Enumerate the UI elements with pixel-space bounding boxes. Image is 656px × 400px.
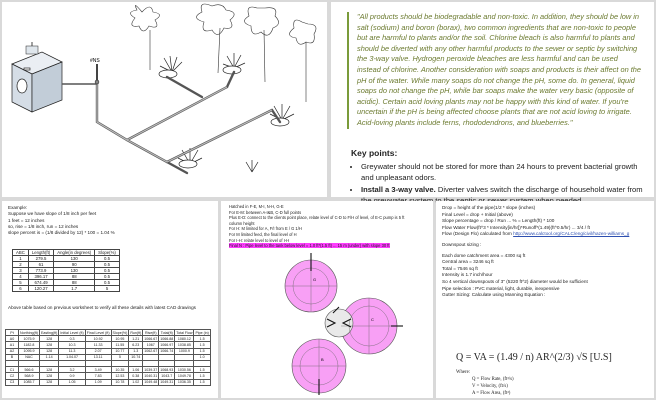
valve-label: #NS — [90, 58, 100, 64]
example-line: Example: — [8, 205, 28, 210]
table-cell: C3 — [6, 379, 19, 385]
table-cell: 88 — [54, 274, 95, 280]
table-cell: 1.04.07 — [59, 354, 85, 360]
table-cell: 10.92 — [85, 336, 111, 342]
table-cell: 1.06 — [129, 367, 143, 373]
table-cell: 6.23 — [129, 342, 143, 348]
table-cell: 396.17 — [28, 274, 53, 280]
table-cell: 773.9 — [28, 268, 53, 274]
table-cell: 1.5 — [194, 373, 210, 379]
table-cell: 10.35 — [111, 367, 129, 373]
table-cell: 1095.9 — [19, 348, 40, 354]
table-cell: Slope(%) — [112, 330, 128, 335]
table-cell: 2.07 — [85, 348, 111, 354]
table-cell: Pt — [6, 330, 19, 336]
table-cell: 11.55 — [111, 342, 129, 348]
greywater-isometric-diagram — [2, 2, 327, 197]
table-cell: 1.0 — [194, 354, 210, 360]
calc-line: Drop = height of the pipe(1/2 * slope (inches) — [442, 205, 536, 210]
table-cell: 1049.31 — [160, 380, 174, 385]
calc-text — [442, 205, 650, 299]
calc-line: Each dome catchment area = 4300 sq ft — [442, 252, 526, 258]
calculation-panel — [436, 201, 654, 398]
table-cell: 1080.12 — [175, 336, 194, 342]
table-cell: 1.5 — [194, 348, 210, 354]
table-cell: 566.6 — [19, 367, 40, 373]
table-cell: 5 — [95, 286, 120, 292]
table-cell: A1 — [6, 342, 19, 348]
table-cell: 3.49 — [85, 367, 111, 373]
table-cell: Run(ft) — [130, 330, 142, 335]
greywater-diagram-panel — [2, 2, 327, 197]
section-title: Downspout sizing : — [442, 241, 482, 247]
table-cell: Rise(ft) — [143, 330, 159, 336]
table-cell: 128 — [39, 373, 58, 379]
calc-line: Slope percentage = drop / Run ... % = Length(ft) * 100 — [442, 218, 555, 224]
table-cell: 61 — [28, 262, 53, 268]
table-cell: 1085.7 — [19, 379, 40, 385]
table-cell: A2 — [6, 348, 19, 354]
table-cell: 11.33 — [85, 342, 111, 348]
dome-plan-panel — [221, 201, 433, 398]
dome-plan-drawing — [221, 201, 433, 398]
where-item: Q = Flow Rate, (ft³/s) — [472, 377, 514, 382]
where-item: A = Flow Area, (ft²) — [472, 391, 511, 396]
example-line: so, rise = 1/8 inch, run = 12 inches — [8, 223, 79, 229]
table-cell: 1.14 — [39, 354, 58, 360]
table-cell: 1049.78 — [175, 373, 194, 379]
table-row — [13, 286, 120, 292]
table-cell: 1049.48 — [144, 380, 158, 385]
table-cell: 10.78 — [111, 379, 129, 385]
table-cell: 1066.74 — [160, 349, 174, 354]
table-cell: 128 — [39, 348, 58, 354]
table-cell: B — [6, 354, 19, 360]
table-cell: 3 — [13, 268, 29, 274]
manning-equation: Q = VA = (1.49 / n) AR^(2/3) √S [U.S] — [456, 352, 612, 363]
table-cell: 90 — [54, 262, 95, 268]
slope-example-panel — [2, 201, 218, 398]
table-cell: 4 — [13, 274, 29, 280]
plan-note: For E-M: between A-I&B, C-D full points — [229, 209, 302, 215]
table-cell: 13.11 — [85, 354, 111, 360]
table-cell: C1 — [6, 367, 19, 373]
table-cell: 0.5 — [95, 268, 120, 274]
table-cell: 10.74 — [129, 354, 143, 360]
table-cell: 5 — [111, 354, 129, 360]
table-cell: 1.7 — [54, 286, 95, 292]
table-cell: 1068.93 — [160, 367, 174, 372]
calc-line: Intensity is 1.7 inch/hour — [442, 272, 493, 278]
table-cell: 3.2 — [59, 367, 85, 373]
table-cell: 128 — [39, 379, 58, 385]
table-cell: 130 — [54, 268, 95, 274]
table-cell: 1066.88 — [160, 336, 174, 341]
where-list — [456, 369, 636, 397]
key-points-title: Key points: — [351, 148, 398, 158]
table-cell: 1062.67 — [144, 349, 158, 354]
example-line: Suppose we have slope of 1/8 inch per feet — [8, 211, 97, 217]
plan-note: For M limited feed, the final level of H — [229, 231, 297, 237]
calc-line: Gutter Sizing: Calculate using Manning Equation : — [442, 292, 546, 298]
table-cell: 128 — [39, 336, 58, 342]
table-cell: 0.5 — [95, 280, 120, 286]
table-cell: C2 — [6, 373, 19, 379]
table-cell: Total Flow — [176, 330, 193, 335]
table-cell: 10.77 — [111, 348, 129, 354]
key-point-item: • Greywater should not be stored for more than 24 hours to prevent bacterial growth and unpleasant odors. — [361, 162, 646, 183]
plan-note: column height — [229, 220, 255, 226]
calc-line: Total = 7546 sq ft — [442, 265, 478, 271]
table-cell: 568.9 — [19, 373, 40, 379]
table-cell: A0 — [6, 336, 19, 342]
table-cell: ABC — [13, 250, 29, 256]
table-cell: Slope(%) — [95, 250, 120, 256]
table-cell: 1000.9 — [175, 348, 194, 354]
svg-text:C: C — [371, 317, 374, 322]
example-line: slope percent is = (1/8 divided by 12) * 100 = 1.04 % — [8, 230, 115, 236]
table-cell: 2 — [13, 262, 29, 268]
table-cell: 674.49 — [28, 280, 53, 286]
table-cell: 1.5 — [194, 342, 210, 348]
table-cell: NAC — [19, 354, 40, 360]
table-cell: 10.3 — [59, 342, 85, 348]
table-cell: 0.5 — [95, 262, 120, 268]
link-prefix: Flow (Design Flo) calculated from — [442, 231, 514, 237]
table-cell: 6 — [13, 286, 29, 292]
table-cell: 1030.56 — [175, 367, 194, 373]
slope-table — [12, 249, 120, 292]
table-cell: 1.21 — [129, 336, 143, 342]
table-cell: 1.05 — [59, 379, 85, 385]
table-cell: 1036.35 — [175, 379, 194, 385]
greywater-quote-panel — [331, 2, 654, 197]
hazen-williams-link[interactable]: http://www.calctool.org/CALC/eng/civil/hazen-williams_g — [513, 231, 630, 237]
table-cell: 0.9 — [59, 373, 85, 379]
table-cell: 1066.97 — [160, 342, 174, 347]
example-text — [8, 205, 213, 236]
table-cell: Northing(ft) — [20, 330, 38, 335]
table-cell: 0.5 — [95, 274, 120, 280]
plan-note: For I-H: relate level to level of I-H — [229, 237, 290, 243]
table-cell: 0.3 — [59, 336, 85, 342]
table-cell: 1182.8 — [19, 342, 40, 348]
table-cell: 1039.37 — [144, 367, 158, 372]
table-cell: 7.83 — [85, 373, 111, 379]
table-cell: 0.5 — [95, 256, 120, 262]
example-note: Above table based on previous worksheet to verify all these details with latest CAD drawings — [8, 305, 196, 310]
table-cell: 1.02 — [129, 379, 143, 385]
table-cell: 1040.31 — [144, 373, 158, 378]
table-row — [6, 379, 211, 385]
where-title: Where: — [456, 370, 471, 375]
calc-line: Central area = 3246 sq ft — [442, 259, 494, 265]
table-cell: 1.3 — [129, 348, 143, 354]
table-cell: 5 — [13, 280, 29, 286]
table-cell: Pipe (in) — [195, 330, 209, 335]
table-cell: 11.3 — [59, 348, 85, 354]
pipe-levels-table — [5, 329, 211, 386]
svg-text:G: G — [313, 277, 317, 282]
example-line: 1 feet = 12 inches — [8, 217, 45, 223]
table-cell: Total(ft) — [159, 330, 175, 336]
table-cell: 88 — [54, 280, 95, 286]
table-cell: 128 — [39, 367, 58, 373]
table-cell: 12.53 — [111, 373, 129, 379]
plan-note: For H: M limited for A, F/I from E / G 1/H — [229, 226, 302, 232]
table-cell: 130 — [54, 256, 95, 262]
calc-line: So 4 vertical downspouts of 3" (5220 ft^2) diameter would be sufficient — [442, 278, 588, 284]
calc-line: Flow Water Flow(ft^3 * Intensity[in/hr])*Runoff*(1.49)(ft^0.5/hr) ... 3/4 / ft — [442, 224, 590, 230]
table-cell: Angle(in degrees) — [54, 250, 95, 256]
table-cell: 1075.9 — [19, 336, 40, 342]
table-cell: Easting(ft) — [40, 330, 58, 335]
table-cell: Length(ft) — [28, 250, 53, 256]
table-cell: Initial Level (ft) — [60, 330, 84, 335]
plan-note: Hatched in F-E, M-I, N-H, G-E — [229, 204, 284, 209]
table-cell: 1.09 — [85, 379, 111, 385]
table-cell: 1067 — [143, 342, 159, 348]
key-point-item: • Install a 3-way valve. Diverter valves switch the discharge of household water from — [361, 185, 646, 206]
table-cell: 1.5 — [194, 336, 210, 342]
svg-text:B: B — [321, 357, 324, 362]
products-quote: "All products should be biodegradable and non-toxic. In addition, they should be low in salt (sodium) and boron (borax), two common ingredients that are non-toxic to people but are harmful to plants and/or the soil. Chlorine bleach is also harmful to plants and should be diverted with any other harmful products to the sewer or septic by switching the 3-way valve. Hydrogen peroxide bleaches are less harmful and can be used instead of chlorine. Another consideration with soaps and products is their affect on the pH of the water. While many soaps do not change the pH, some do. In general, liquid soaps do not change the pH, while bar soaps make the water very basic (opposite of acidic). Certain acid loving plants may not be happy with this kind of water. If you're uncertain if the pH is being affected choose plants that are not acid loving to irrigate. Acid-loving plants include ferns, rhododendrons, and blueberries." — [347, 12, 642, 129]
table-cell: 1043.7 — [159, 373, 175, 379]
table-cell: 1.5 — [194, 379, 210, 385]
highlighted-note: Final N : Pipe level to the tank below level = 1.0 ft*(1.5 ft) ... 15 m (under) with slope 30 ft — [229, 243, 390, 249]
table-cell: 1038.85 — [175, 342, 194, 348]
table-cell: 279.5 — [28, 256, 53, 262]
plan-note: Plus E-D: connect to the clients point place, relate level of C-D to F/H of level, of E-C pump is 5 ft — [229, 215, 405, 221]
table-cell: 1.5 — [194, 367, 210, 373]
table-cell: 10.95 — [111, 336, 129, 342]
table-cell: 128 — [39, 342, 58, 348]
calc-line: Pipe selection : PVC material, light, durable, inexpensive — [442, 285, 560, 291]
table-cell: 1 — [13, 256, 29, 262]
table-cell: 0.38 — [129, 373, 143, 379]
where-item: V = Velocity, (ft/s) — [472, 384, 508, 389]
table-cell: 1066.67 — [144, 336, 158, 341]
calc-line: Final Level = drop + Initial (above) — [442, 211, 513, 217]
table-cell: 120.27 — [28, 286, 53, 292]
table-cell: Final Level (ft) — [86, 330, 110, 335]
